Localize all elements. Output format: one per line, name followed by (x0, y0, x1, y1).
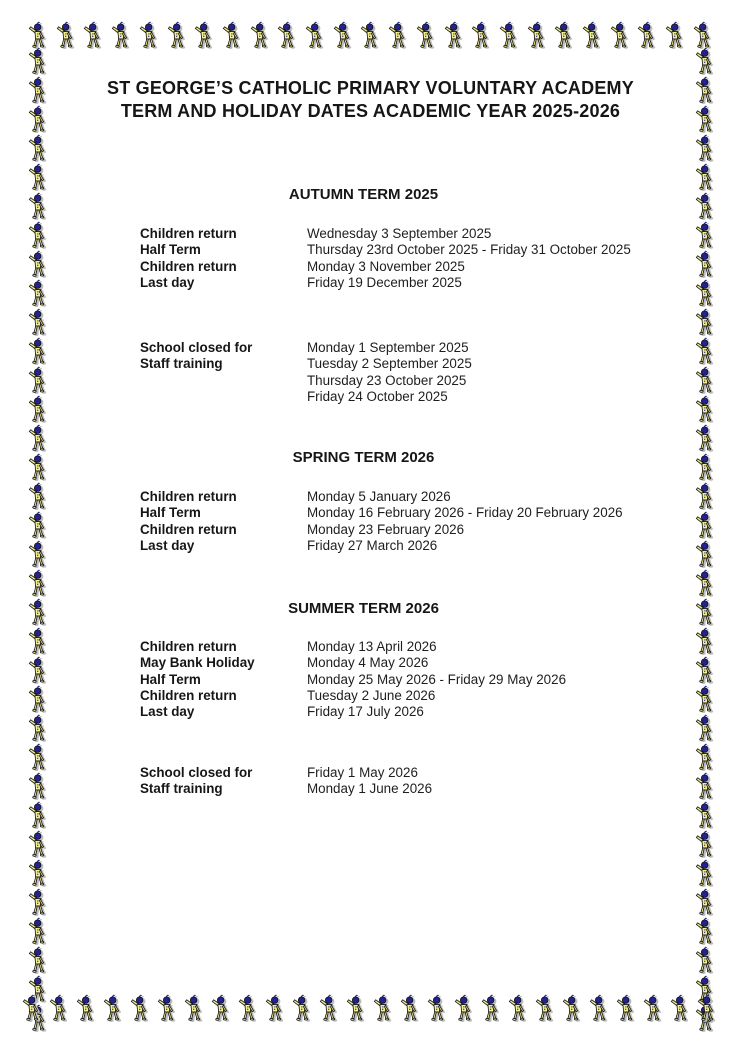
page-border-left (28, 47, 51, 989)
title-line-2: TERM AND HOLIDAY DATES ACADEMIC YEAR 2025-2026 (120, 101, 621, 121)
section-heading-spring: SPRING TERM 2026 (292, 449, 435, 466)
child-figure-icon (250, 21, 272, 50)
row-value: Friday 24 October 2025 (307, 388, 448, 404)
term-row (140, 226, 587, 242)
row-label: Staff training (140, 781, 223, 797)
child-figure-icon (582, 21, 604, 50)
child-figure-icon (670, 994, 692, 1023)
child-figure-icon (28, 308, 50, 337)
child-figure-icon (333, 21, 355, 50)
child-figure-icon (167, 21, 189, 50)
term-row (140, 275, 587, 291)
section-heading-summer: SUMMER TERM 2026 (288, 600, 439, 617)
term-rows-summer (140, 639, 587, 720)
child-figure-icon (28, 685, 50, 714)
child-figure-icon (28, 424, 50, 453)
child-figure-icon (589, 994, 611, 1023)
child-figure-icon (83, 21, 105, 50)
child-figure-icon (373, 994, 395, 1023)
closure-block-autumn (140, 340, 587, 405)
child-figure-icon (49, 994, 71, 1023)
row-value: Thursday 23 October 2025 (307, 372, 467, 388)
row-value: Thursday 23rd October 2025 - Friday 31 October 2025 (307, 242, 631, 258)
child-figure-icon (610, 21, 632, 50)
row-value: Monday 5 January 2026 (307, 489, 451, 504)
section-heading-autumn: AUTUMN TERM 2025 (288, 186, 439, 203)
child-figure-icon (22, 994, 44, 1023)
title-line-1: ST GEORGE’S CATHOLIC PRIMARY VOLUNTARY ACADEMY (107, 78, 634, 98)
child-figure-icon (695, 859, 717, 888)
child-figure-icon (481, 994, 503, 1023)
row-value: Friday 1 May 2026 (307, 765, 418, 780)
row-label: Half Term (140, 242, 201, 258)
child-figure-icon (28, 859, 50, 888)
child-figure-icon (194, 21, 216, 50)
term-row (140, 489, 587, 505)
closure-row (140, 356, 587, 372)
child-figure-icon (28, 598, 50, 627)
child-figure-icon (28, 453, 50, 482)
row-label: Last day (140, 274, 195, 290)
row-label: Staff training (140, 356, 223, 372)
child-figure-icon (28, 395, 50, 424)
child-figure-icon (697, 994, 719, 1023)
child-figure-icon (454, 994, 476, 1023)
row-label: May Bank Holiday (140, 655, 255, 671)
child-figure-icon (695, 308, 717, 337)
child-figure-icon (28, 47, 50, 76)
child-figure-icon (695, 221, 717, 250)
child-figure-icon (28, 917, 50, 946)
row-value: Monday 13 April 2026 (307, 639, 437, 654)
child-figure-icon (222, 21, 244, 50)
child-figure-icon (28, 772, 50, 801)
row-label: Children return (140, 226, 237, 241)
term-row (140, 522, 587, 538)
child-figure-icon (695, 714, 717, 743)
child-figure-icon (695, 47, 717, 76)
row-label: Children return (140, 489, 237, 504)
child-figure-icon (695, 250, 717, 279)
child-figure-icon (695, 366, 717, 395)
child-figure-icon (28, 830, 50, 859)
row-value: Friday 17 July 2026 (307, 704, 424, 720)
closure-row (140, 389, 587, 405)
child-figure-icon (211, 994, 233, 1023)
child-figure-icon (346, 994, 368, 1023)
child-figure-icon (562, 994, 584, 1023)
child-figure-icon (554, 21, 576, 50)
child-figure-icon (103, 994, 125, 1023)
child-figure-icon (695, 917, 717, 946)
child-figure-icon (400, 994, 422, 1023)
child-figure-icon (238, 994, 260, 1023)
child-figure-icon (444, 21, 466, 50)
child-figure-icon (139, 21, 161, 50)
child-figure-icon (28, 627, 50, 656)
row-label: Half Term (140, 671, 201, 687)
row-value: Tuesday 2 September 2025 (307, 356, 472, 372)
row-value: Friday 19 December 2025 (307, 274, 462, 290)
child-figure-icon (695, 134, 717, 163)
child-figure-icon (695, 395, 717, 424)
term-row (140, 259, 587, 275)
child-figure-icon (28, 279, 50, 308)
closure-row (140, 765, 587, 781)
child-figure-icon (695, 453, 717, 482)
row-value: Monday 16 February 2026 - Friday 20 February 2026 (307, 505, 623, 521)
row-value: Wednesday 3 September 2025 (307, 226, 492, 241)
term-rows-autumn (140, 226, 631, 291)
row-value: Monday 1 September 2025 (307, 340, 469, 355)
row-label: School closed for (140, 765, 253, 780)
child-figure-icon (28, 192, 50, 221)
child-figure-icon (265, 994, 287, 1023)
child-figure-icon (637, 21, 659, 50)
child-figure-icon (76, 994, 98, 1023)
child-figure-icon (695, 685, 717, 714)
child-figure-icon (695, 192, 717, 221)
child-figure-icon (28, 337, 50, 366)
child-figure-icon (695, 830, 717, 859)
child-figure-icon (28, 656, 50, 685)
child-figure-icon (535, 994, 557, 1023)
child-figure-icon (643, 994, 665, 1023)
child-figure-icon (28, 714, 50, 743)
row-label: Last day (140, 704, 195, 720)
child-figure-icon (28, 540, 50, 569)
child-figure-icon (56, 21, 78, 50)
page-border-bottom (22, 994, 719, 1024)
child-figure-icon (28, 946, 50, 975)
child-figure-icon (695, 569, 717, 598)
child-figure-icon (28, 482, 50, 511)
child-figure-icon (695, 888, 717, 917)
page-border-right (695, 47, 718, 989)
closure-row (140, 373, 587, 389)
document-title (0, 77, 741, 123)
closure-row (140, 340, 587, 356)
row-value: Monday 25 May 2026 - Friday 29 May 2026 (307, 671, 567, 687)
child-figure-icon (184, 994, 206, 1023)
row-value: Friday 27 March 2026 (307, 537, 438, 553)
child-figure-icon (319, 994, 341, 1023)
row-value: Monday 3 November 2025 (307, 258, 465, 274)
term-row (140, 655, 587, 671)
child-figure-icon (499, 21, 521, 50)
child-figure-icon (416, 21, 438, 50)
child-figure-icon (695, 540, 717, 569)
closure-block-summer (140, 765, 587, 798)
child-figure-icon (695, 743, 717, 772)
child-figure-icon (157, 994, 179, 1023)
term-row (140, 505, 623, 521)
child-figure-icon (695, 279, 717, 308)
child-figure-icon (305, 21, 327, 50)
row-label: Last day (140, 537, 195, 553)
row-value: Monday 23 February 2026 (307, 521, 465, 537)
child-figure-icon (292, 994, 314, 1023)
child-figure-icon (28, 511, 50, 540)
row-value: Tuesday 2 June 2026 (307, 687, 436, 703)
child-figure-icon (28, 221, 50, 250)
closure-row (140, 781, 587, 797)
term-row (140, 688, 587, 704)
term-row (140, 242, 631, 258)
child-figure-icon (693, 21, 715, 50)
child-figure-icon (471, 21, 493, 50)
child-figure-icon (388, 21, 410, 50)
child-figure-icon (695, 511, 717, 540)
child-figure-icon (28, 569, 50, 598)
row-label: School closed for (140, 340, 253, 355)
child-figure-icon (277, 21, 299, 50)
term-row (140, 639, 587, 655)
child-figure-icon (695, 801, 717, 830)
child-figure-icon (695, 772, 717, 801)
child-figure-icon (695, 946, 717, 975)
child-figure-icon (527, 21, 549, 50)
child-figure-icon (360, 21, 382, 50)
child-figure-icon (695, 656, 717, 685)
child-figure-icon (695, 627, 717, 656)
row-value: Monday 4 May 2026 (307, 655, 429, 671)
child-figure-icon (111, 21, 133, 50)
page-border-top (28, 21, 715, 51)
term-row (140, 672, 587, 688)
term-rows-spring (140, 489, 623, 554)
child-figure-icon (130, 994, 152, 1023)
child-figure-icon (28, 366, 50, 395)
row-label: Half Term (140, 505, 201, 521)
child-figure-icon (616, 994, 638, 1023)
child-figure-icon (28, 743, 50, 772)
row-label: Children return (140, 521, 237, 537)
term-row (140, 704, 587, 720)
child-figure-icon (665, 21, 687, 50)
child-figure-icon (695, 598, 717, 627)
child-figure-icon (28, 163, 50, 192)
row-value: Monday 1 June 2026 (307, 781, 433, 797)
child-figure-icon (28, 801, 50, 830)
row-label: Children return (140, 258, 237, 274)
child-figure-icon (427, 994, 449, 1023)
child-figure-icon (695, 424, 717, 453)
child-figure-icon (508, 994, 530, 1023)
child-figure-icon (695, 337, 717, 366)
row-label: Children return (140, 639, 237, 654)
row-label: Children return (140, 687, 237, 703)
child-figure-icon (28, 134, 50, 163)
child-figure-icon (28, 250, 50, 279)
term-row (140, 538, 587, 554)
child-figure-icon (28, 888, 50, 917)
child-figure-icon (28, 21, 50, 50)
child-figure-icon (695, 163, 717, 192)
child-figure-icon (695, 482, 717, 511)
